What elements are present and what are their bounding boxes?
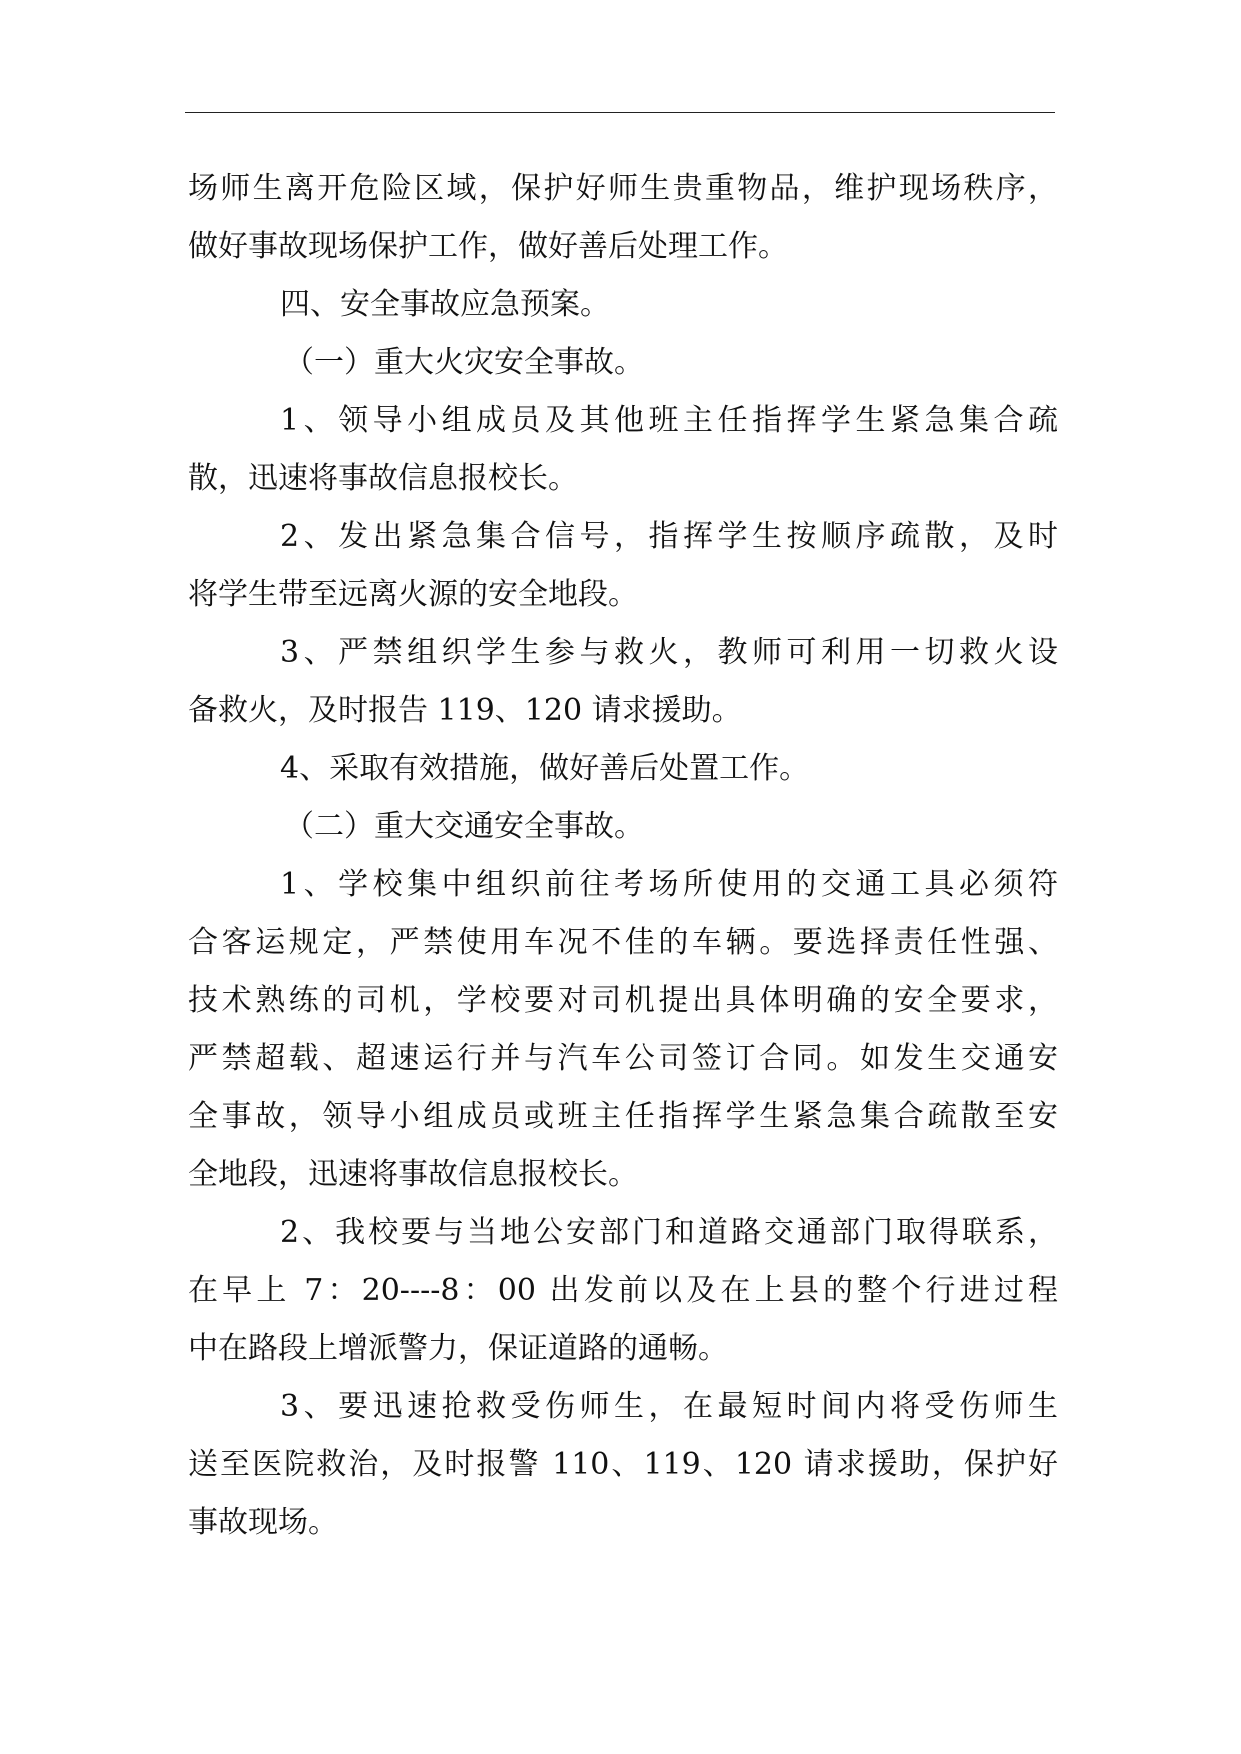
text-line: 在早上 7：20----8：00 出发前以及在上县的整个行进过程	[188, 1273, 1058, 1308]
text-line: 散，迅速将事故信息报校长。	[188, 461, 578, 496]
text-line: 备救火，及时报告 119、120 请求援助。	[188, 693, 742, 728]
text-line: 全事故，领导小组成员或班主任指挥学生紧急集合疏散至安	[188, 1099, 1058, 1134]
text-line: 1、学校集中组织前往考场所使用的交通工具必须符	[280, 867, 1058, 902]
text-line: 合客运规定，严禁使用车况不佳的车辆。要选择责任性强、	[188, 925, 1058, 960]
text-line: 2、我校要与当地公安部门和道路交通部门取得联系，	[280, 1215, 1058, 1250]
text-line: 3、要迅速抢救受伤师生，在最短时间内将受伤师生	[280, 1389, 1058, 1424]
text-line: 4、采取有效措施，做好善后处置工作。	[280, 751, 810, 786]
text-line: 技术熟练的司机，学校要对司机提出具体明确的安全要求，	[188, 983, 1058, 1018]
subsection-heading: （一）重大火灾安全事故。	[284, 345, 644, 380]
text-line: 严禁超载、超速运行并与汽车公司签订合同。如发生交通安	[188, 1041, 1058, 1076]
subsection-heading: （二）重大交通安全事故。	[284, 809, 644, 844]
text-line: 全地段，迅速将事故信息报校长。	[188, 1157, 638, 1192]
text-line: 做好事故现场保护工作，做好善后处理工作。	[188, 229, 788, 264]
text-line: 3、严禁组织学生参与救火，教师可利用一切救火设	[280, 635, 1058, 670]
section-heading: 四、安全事故应急预案。	[280, 287, 610, 322]
text-line: 事故现场。	[188, 1505, 338, 1540]
text-line: 将学生带至远离火源的安全地段。	[188, 577, 638, 612]
text-line: 2、发出紧急集合信号，指挥学生按顺序疏散，及时	[280, 519, 1058, 554]
text-line: 中在路段上增派警力，保证道路的通畅。	[188, 1331, 728, 1366]
document-body	[188, 160, 1058, 1552]
text-line: 1、领导小组成员及其他班主任指挥学生紧急集合疏	[280, 403, 1058, 438]
header-rule	[185, 112, 1055, 113]
text-line: 送至医院救治，及时报警 110、119、120 请求援助，保护好	[188, 1447, 1058, 1482]
text-line: 场师生离开危险区域，保护好师生贵重物品，维护现场秩序，	[188, 171, 1058, 206]
